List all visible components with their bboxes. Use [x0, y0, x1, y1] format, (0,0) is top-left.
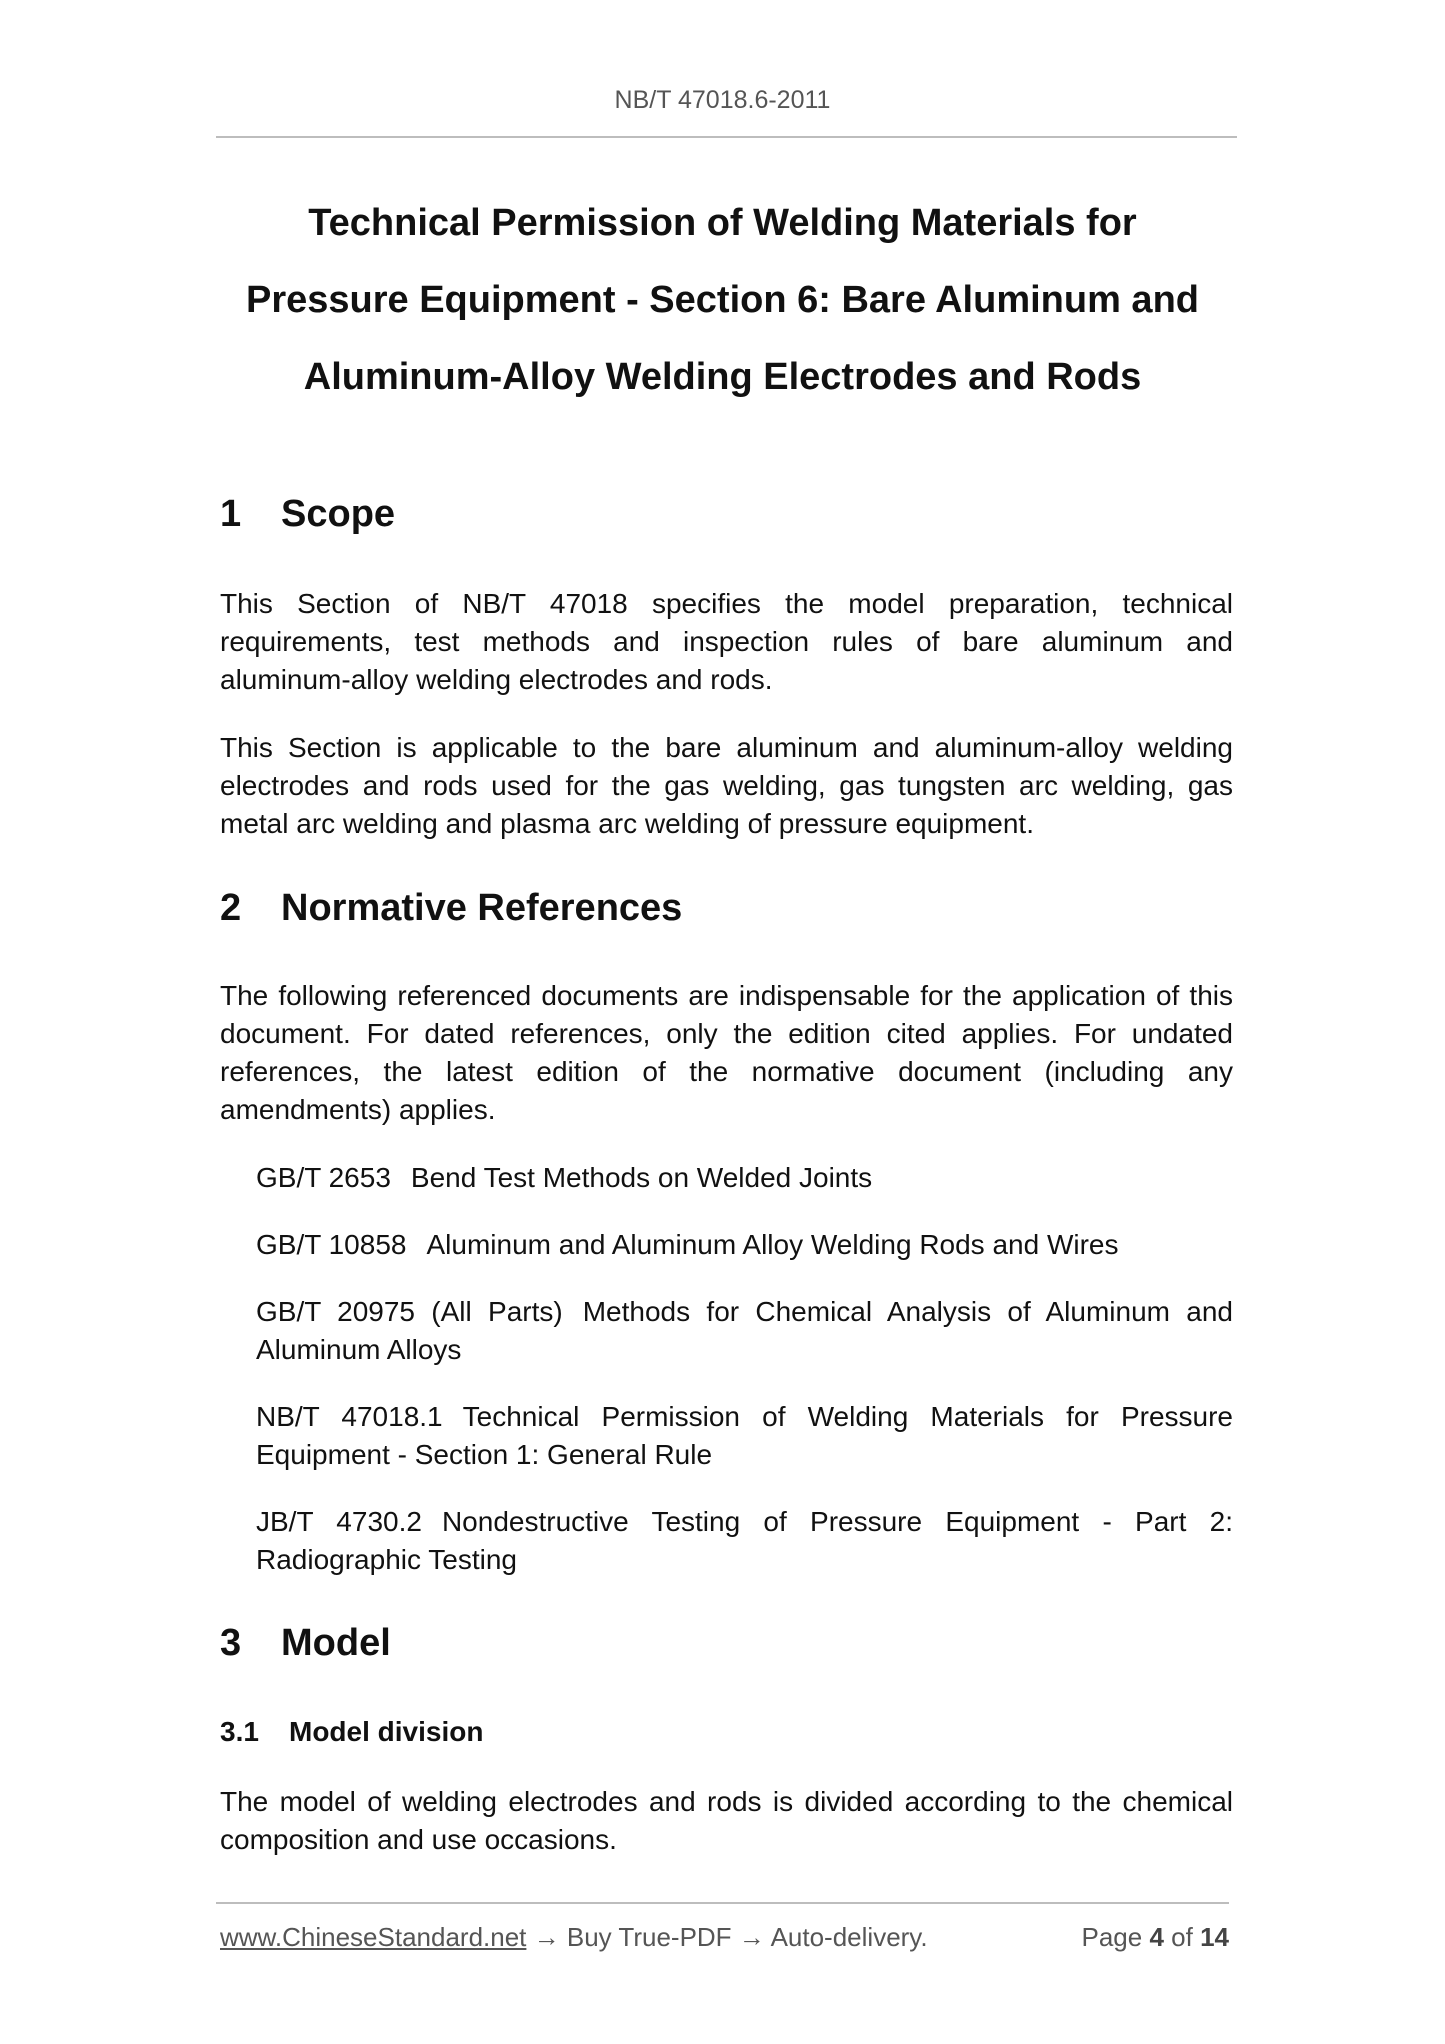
reference-code: NB/T 47018.1 [256, 1401, 443, 1432]
subsection-heading-model-division [220, 1716, 483, 1748]
subsection-title: Model division [289, 1716, 484, 1747]
normative-intro-paragraph: The following referenced documents are indispensable for the application of this document. For dated references, only the edition cited applies. For undated references, the latest edition of the normative document (including any amendments) applies. [220, 980, 1233, 1125]
reference-code: JB/T 4730.2 [256, 1506, 422, 1537]
website-link[interactable]: www.ChineseStandard.net [220, 1922, 527, 1952]
title-line-1: Technical Permission of Welding Materials for [308, 202, 1137, 244]
section-number: 3 [220, 1622, 242, 1664]
title-line-3: Aluminum-Alloy Welding Electrodes and Rods [303, 356, 1142, 398]
reference-item [256, 1226, 1233, 1264]
document-title [200, 185, 1245, 416]
page-footer [220, 1922, 1229, 1956]
section-number: 1 [220, 493, 242, 535]
reference-item [256, 1503, 1233, 1579]
section-number: 2 [220, 887, 242, 929]
page-indicator [1081, 1922, 1229, 1953]
current-page-number: 4 [1149, 1922, 1164, 1952]
section-title: Model [281, 1622, 391, 1664]
reference-item [256, 1159, 1233, 1197]
section-title: Scope [281, 493, 396, 535]
model-division-paragraph: The model of welding electrodes and rods is divided according to the chemical composition and use occasions. [220, 1786, 1233, 1855]
title-line-2: Pressure Equipment - Section 6: Bare Aluminum and [245, 279, 1199, 321]
reference-title: Methods for Chemical Analysis of Aluminum and Aluminum Alloys [256, 1296, 1234, 1365]
footer-divider [216, 1902, 1229, 1904]
header-divider [216, 136, 1237, 138]
section-heading-model [220, 1622, 391, 1665]
reference-code: GB/T 20975 (All Parts) [256, 1296, 563, 1327]
scope-paragraph-1: This Section of NB/T 47018 specifies the model preparation, technical requirements, test methods and inspection rules of bare aluminum and aluminum-alloy welding electrodes and rods. [220, 588, 1233, 695]
footer-tagline: → Buy True-PDF → Auto-delivery. [526, 1922, 928, 1952]
reference-title: Technical Permission of Welding Materials for Pressure Equipment - Section 1: General Rule [256, 1401, 1234, 1470]
subsection-number: 3.1 [220, 1716, 259, 1747]
reference-title: Nondestructive Testing of Pressure Equipment - Part 2: Radiographic Testing [256, 1506, 1233, 1575]
total-pages-number: 14 [1200, 1922, 1229, 1952]
reference-code: GB/T 2653 [256, 1162, 391, 1193]
reference-item [256, 1398, 1233, 1474]
scope-paragraph-2: This Section is applicable to the bare aluminum and aluminum-alloy welding electrodes and rods used for the gas welding, gas tungsten arc welding, gas metal arc welding and plasma arc welding of pressure equipment. [220, 732, 1233, 839]
reference-item [256, 1293, 1233, 1369]
reference-title: Aluminum and Aluminum Alloy Welding Rods and Wires [426, 1229, 1119, 1260]
section-heading-normative-references [220, 887, 682, 930]
section-title: Normative References [281, 887, 683, 929]
document-number-header: NB/T 47018.6-2011 [614, 86, 831, 114]
page-of-label: of [1171, 1922, 1193, 1952]
reference-title: Bend Test Methods on Welded Joints [410, 1162, 873, 1193]
reference-code: GB/T 10858 [256, 1229, 407, 1260]
section-heading-scope [220, 493, 395, 536]
page-label: Page [1081, 1922, 1143, 1952]
